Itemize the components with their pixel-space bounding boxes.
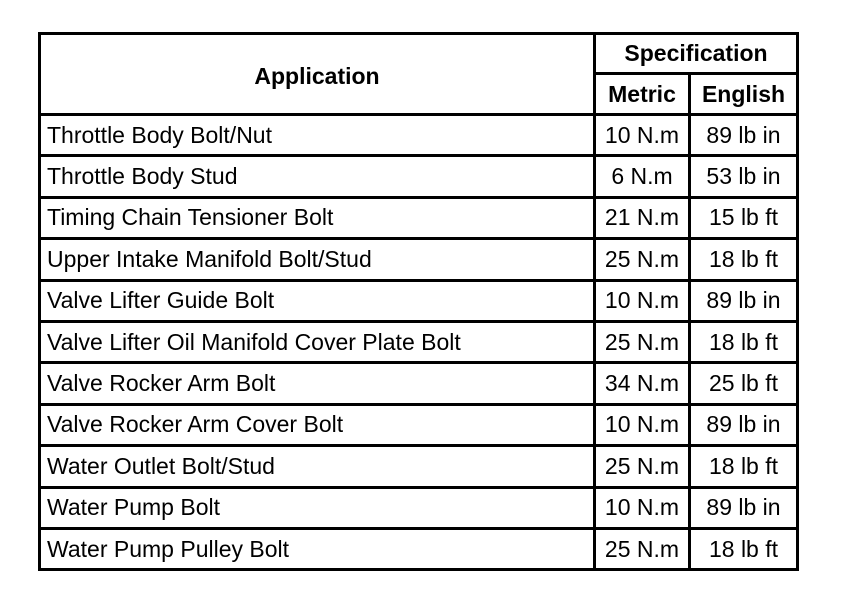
header-row-top bbox=[40, 34, 798, 74]
metric-cell: 25 N.m bbox=[595, 528, 690, 569]
metric-cell: 10 N.m bbox=[595, 280, 690, 321]
metric-cell: 25 N.m bbox=[595, 321, 690, 362]
table-row bbox=[40, 363, 798, 404]
metric-cell: 10 N.m bbox=[595, 487, 690, 528]
table-header bbox=[40, 34, 798, 115]
table-row bbox=[40, 528, 798, 569]
application-cell: Timing Chain Tensioner Bolt bbox=[40, 197, 595, 238]
table-row bbox=[40, 446, 798, 487]
application-cell: Throttle Body Stud bbox=[40, 156, 595, 197]
english-cell: 89 lb in bbox=[690, 115, 798, 156]
metric-cell: 6 N.m bbox=[595, 156, 690, 197]
english-cell: 25 lb ft bbox=[690, 363, 798, 404]
application-cell: Water Pump Bolt bbox=[40, 487, 595, 528]
english-cell: 15 lb ft bbox=[690, 197, 798, 238]
application-cell: Throttle Body Bolt/Nut bbox=[40, 115, 595, 156]
metric-cell: 34 N.m bbox=[595, 363, 690, 404]
application-header: Application bbox=[40, 34, 595, 115]
english-cell: 89 lb in bbox=[690, 280, 798, 321]
application-cell: Valve Lifter Guide Bolt bbox=[40, 280, 595, 321]
specification-header: Specification bbox=[595, 34, 798, 74]
application-cell: Water Outlet Bolt/Stud bbox=[40, 446, 595, 487]
english-cell: 18 lb ft bbox=[690, 321, 798, 362]
table-row bbox=[40, 404, 798, 445]
table-row bbox=[40, 280, 798, 321]
table-row bbox=[40, 115, 798, 156]
metric-cell: 10 N.m bbox=[595, 115, 690, 156]
english-cell: 53 lb in bbox=[690, 156, 798, 197]
table-row bbox=[40, 487, 798, 528]
metric-header: Metric bbox=[595, 74, 690, 115]
application-cell: Valve Rocker Arm Bolt bbox=[40, 363, 595, 404]
application-cell: Upper Intake Manifold Bolt/Stud bbox=[40, 239, 595, 280]
english-header: English bbox=[690, 74, 798, 115]
table-row bbox=[40, 239, 798, 280]
application-cell: Water Pump Pulley Bolt bbox=[40, 528, 595, 569]
english-cell: 18 lb ft bbox=[690, 528, 798, 569]
metric-cell: 25 N.m bbox=[595, 239, 690, 280]
english-cell: 89 lb in bbox=[690, 487, 798, 528]
table-row bbox=[40, 197, 798, 238]
table-row bbox=[40, 321, 798, 362]
application-cell: Valve Rocker Arm Cover Bolt bbox=[40, 404, 595, 445]
metric-cell: 25 N.m bbox=[595, 446, 690, 487]
metric-cell: 21 N.m bbox=[595, 197, 690, 238]
metric-cell: 10 N.m bbox=[595, 404, 690, 445]
table-row bbox=[40, 156, 798, 197]
application-cell: Valve Lifter Oil Manifold Cover Plate Bolt bbox=[40, 321, 595, 362]
english-cell: 18 lb ft bbox=[690, 446, 798, 487]
english-cell: 89 lb in bbox=[690, 404, 798, 445]
table-body bbox=[40, 115, 798, 570]
torque-specification-table bbox=[38, 32, 799, 571]
english-cell: 18 lb ft bbox=[690, 239, 798, 280]
